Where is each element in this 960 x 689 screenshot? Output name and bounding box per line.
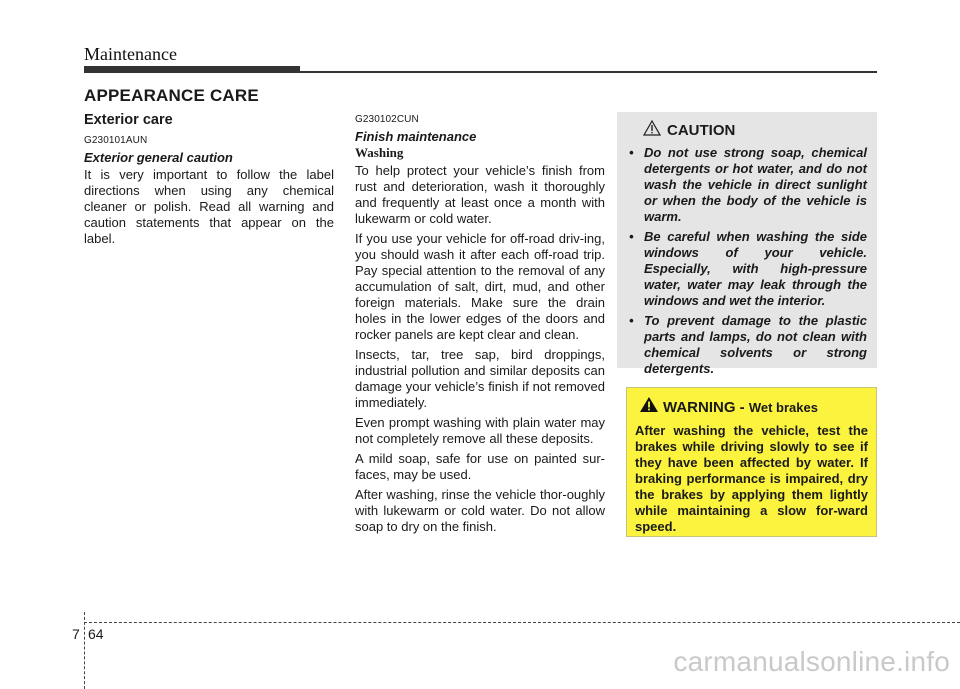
caution-bullet: • [629,145,634,160]
warning-triangle-icon [639,396,659,418]
washing-label: Washing [355,145,404,160]
caution-item [627,313,867,377]
washing-paragraph-6: After washing, rinse the vehicle thor-oughly with lukewarm or cold water. Do not allow soap to dry on the finish. [355,487,605,534]
caution-item [627,145,867,225]
caution-bullet: • [629,229,634,244]
chapter-number: 7 [72,626,80,642]
footer-divider [84,612,85,689]
exterior-caution-paragraph: It is very important to follow the label directions when using any chemical cleaner or polish. Read all warning and caution statements that appear on the label. [84,167,334,246]
left-section-code: G230101AUN [84,135,148,146]
caution-bullet: • [629,313,634,328]
caution-item [627,229,867,309]
caution-triangle-icon [643,120,661,141]
warning-subtitle: Wet brakes [748,399,818,415]
caution-box [617,112,877,376]
exterior-care-heading: Exterior care [84,112,173,128]
warning-title [663,399,818,416]
washing-paragraph-4: Even prompt washing with plain water may not completely remove all these deposits. [355,415,605,446]
page-number: 64 [88,626,104,642]
left-column [84,112,334,251]
warning-header [639,396,868,418]
washing-paragraph-3: Insects, tar, tree sap, bird droppings, industrial pollution and similar deposits can damage your vehicle’s finish if not removed immediately. [355,347,605,410]
warning-box [626,387,877,537]
caution-item-text: To prevent damage to the plastic parts and lamps, do not clean with chemical solvents or strong detergents. [644,313,867,376]
warning-text: After washing the vehicle, test the brakes while driving slowly to see if they have been affected by water. If braking performance is impaired, dry the brakes by applying them lightly while maintaining a slow for-ward speed. [635,423,868,534]
washing-paragraph-2: If you use your vehicle for off-road driv-ing, you should wash it after each off-road trip. Pay special attention to the removal of any accumulation of salt, dirt, mud, and other foreign materials. Make sure the drain holes in the lower edges of the doors and rocker panels are kept clear and clean. [355,231,605,342]
washing-paragraph-5: A mild soap, safe for use on painted sur-faces, may be used. [355,451,605,482]
caution-item-text: Be careful when washing the side windows of your vehicle. Especially, with high-pressure water, water may leak through the windows and wet the interior. [644,229,867,308]
watermark: carmanualsonline.info [673,646,950,677]
warning-title-text: WARNING - [663,398,745,416]
exterior-caution-subheading: Exterior general caution [84,150,233,165]
caution-list [627,145,867,377]
caution-header [643,120,867,141]
middle-section-code: G230102CUN [355,114,419,125]
caution-title: CAUTION [667,122,736,139]
header-rule-thick [84,66,300,73]
section-title: APPEARANCE CARE [84,86,259,105]
finish-maintenance-subheading: Finish maintenance [355,129,477,144]
header-title: Maintenance [84,44,177,64]
caution-item-text: Do not use strong soap, chemical detergents or hot water, and do not wash the vehicle in direct sunlight or when the body of the vehicle is warm. [644,145,867,224]
washing-paragraph-1: To help protect your vehicle’s finish from rust and deterioration, wash it thoroughly and frequently at least once a month with lukewarm or cold water. [355,163,605,226]
header-rule-thin [300,71,877,73]
footer-rule [84,622,960,623]
middle-column [355,112,605,539]
